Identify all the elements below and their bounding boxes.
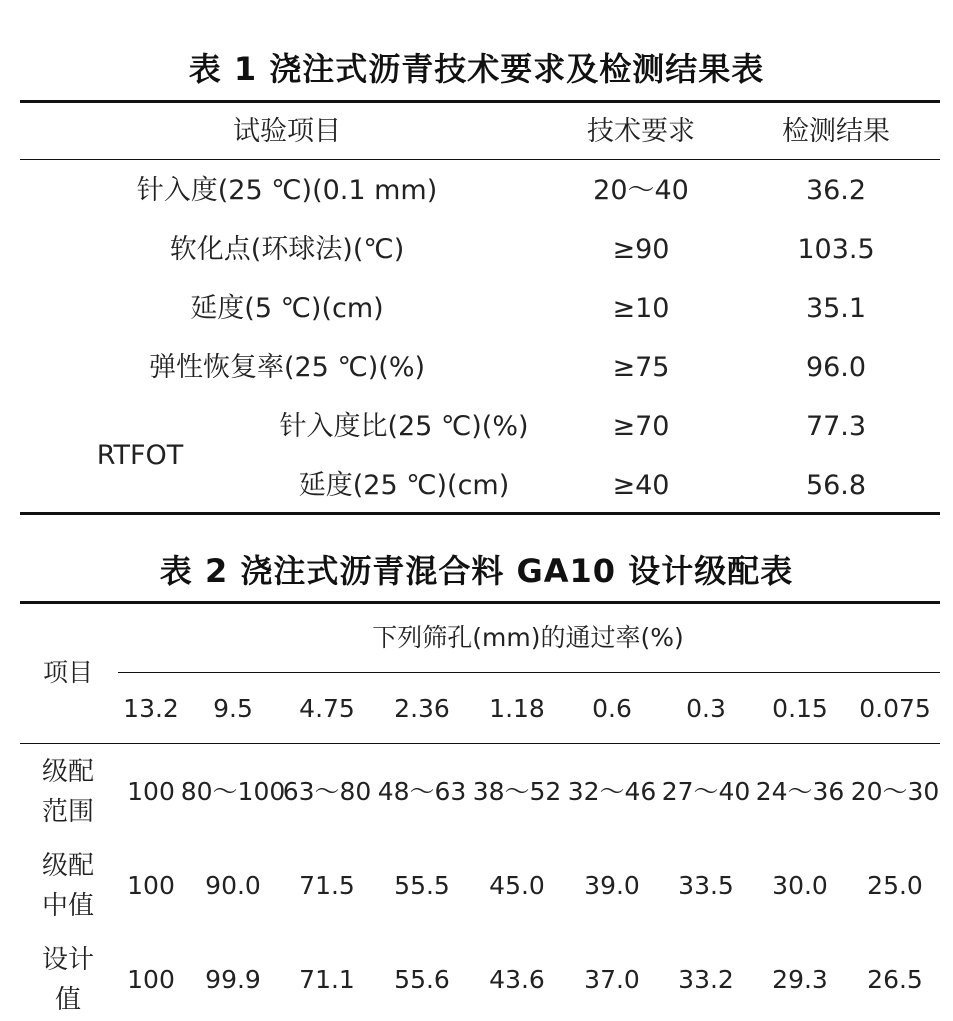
table2-sieve-0-075: 0.075: [859, 694, 931, 723]
table1-row6-result: 56.8: [805, 470, 867, 501]
table1-row3-item: 延度(5 ℃)(cm): [190, 293, 384, 324]
table2-row2-value: 55.5: [394, 871, 450, 900]
table1-row6-item: 延度(25 ℃)(cm): [298, 470, 510, 501]
table1-header-rule: [20, 159, 940, 160]
table1-row4-requirement: ≥75: [612, 352, 670, 383]
table2-row2-label-line2: 中值: [41, 891, 95, 921]
table1-header-item: 试验项目: [233, 116, 341, 147]
table1-rtfot-label: RTFOT: [96, 440, 184, 471]
table2-row1-label: [42, 752, 94, 832]
table2-row3-label: [42, 940, 94, 1020]
table2-row3-value: 33.2: [678, 965, 734, 994]
table2-group-header: 下列筛孔(mm)的通过率(%): [372, 623, 684, 652]
table2-sieve-13-2: 13.2: [123, 694, 179, 723]
table1-row6-requirement: ≥40: [612, 470, 670, 501]
table1-row3-requirement: ≥10: [612, 293, 670, 324]
table2-row3-value: 29.3: [772, 965, 828, 994]
table2-row2-value: 45.0: [489, 871, 545, 900]
table2-row1-value: 20～30: [850, 777, 940, 806]
table2-sieve-9-5: 9.5: [213, 694, 253, 723]
table1-row4-item: 弹性恢复率(25 ℃)(%): [148, 352, 426, 383]
table2-row1-value: 27～40: [661, 777, 751, 806]
table2-row2-value: 90.0: [205, 871, 261, 900]
table1-header-result: 检测结果: [782, 116, 890, 147]
table1-row2-requirement: ≥90: [612, 234, 670, 265]
table1-row1-result: 36.2: [805, 175, 867, 206]
table2-row3-value: 100: [127, 965, 175, 994]
table2-row2-value: 100: [127, 871, 175, 900]
table2-row1-value: 24～36: [755, 777, 845, 806]
table2-row3-label-line2: 值: [54, 985, 82, 1015]
table2-row3-value: 71.1: [299, 965, 355, 994]
table2-header-rule: [20, 743, 940, 744]
table1-row1-item: 针入度(25 ℃)(0.1 mm): [136, 175, 438, 206]
table2-sieve-0-15: 0.15: [772, 694, 828, 723]
table2-row1-value: 32～46: [567, 777, 657, 806]
table2-row1-value: 48～63: [377, 777, 467, 806]
table2-row3-value: 26.5: [867, 965, 923, 994]
table2-row2-label-line1: 级配: [41, 851, 95, 881]
table2-sieve-0-3: 0.3: [686, 694, 726, 723]
table2-row3-value: 43.6: [489, 965, 545, 994]
table2-row1-label-line1: 级配: [41, 757, 95, 787]
table2-caption: 表 2 浇注式沥青混合料 GA10 设计级配表: [159, 552, 794, 590]
table2-row1-value: 38～52: [472, 777, 562, 806]
table2-row1-value: 63～80: [282, 777, 372, 806]
table2-row3-label-line1: 设计: [41, 945, 95, 975]
table1-row4-result: 96.0: [805, 352, 867, 383]
table2-row3-value: 55.6: [394, 965, 450, 994]
table2-row2-label: [42, 846, 94, 926]
table1-row2-result: 103.5: [797, 234, 875, 265]
table2-row-header: 项目: [42, 658, 94, 687]
table1-row5-item: 针入度比(25 ℃)(%): [279, 411, 529, 442]
table2-row2-value: 39.0: [584, 871, 640, 900]
table2-top-rule: [20, 601, 940, 604]
table2-row1-value: 100: [127, 777, 175, 806]
table1-top-rule: [20, 100, 940, 103]
table2-sieve-1-18: 1.18: [489, 694, 545, 723]
table1-row5-requirement: ≥70: [612, 411, 670, 442]
table1-row2-item: 软化点(环球法)(℃): [169, 234, 405, 265]
table2-row2-value: 71.5: [299, 871, 355, 900]
table2-sieve-4-75: 4.75: [299, 694, 355, 723]
table1-header-requirement: 技术要求: [587, 116, 695, 147]
table2-sieve-0-6: 0.6: [592, 694, 632, 723]
table1-bottom-rule: [20, 512, 940, 515]
table1-row1-requirement: 20～40: [593, 175, 689, 206]
table2-row1-label-line2: 范围: [41, 797, 95, 827]
table2-row3-value: 99.9: [205, 965, 261, 994]
table2-row2-value: 33.5: [678, 871, 734, 900]
table2-group-rule: [118, 672, 940, 673]
table2-row3-value: 37.0: [584, 965, 640, 994]
table2-sieve-2-36: 2.36: [394, 694, 450, 723]
table2-row2-value: 30.0: [772, 871, 828, 900]
table1-caption: 表 1 浇注式沥青技术要求及检测结果表: [188, 50, 765, 88]
table1-row5-result: 77.3: [805, 411, 867, 442]
table2-row1-value: 80～100: [180, 777, 286, 806]
table1-row3-result: 35.1: [805, 293, 867, 324]
table2-row2-value: 25.0: [867, 871, 923, 900]
